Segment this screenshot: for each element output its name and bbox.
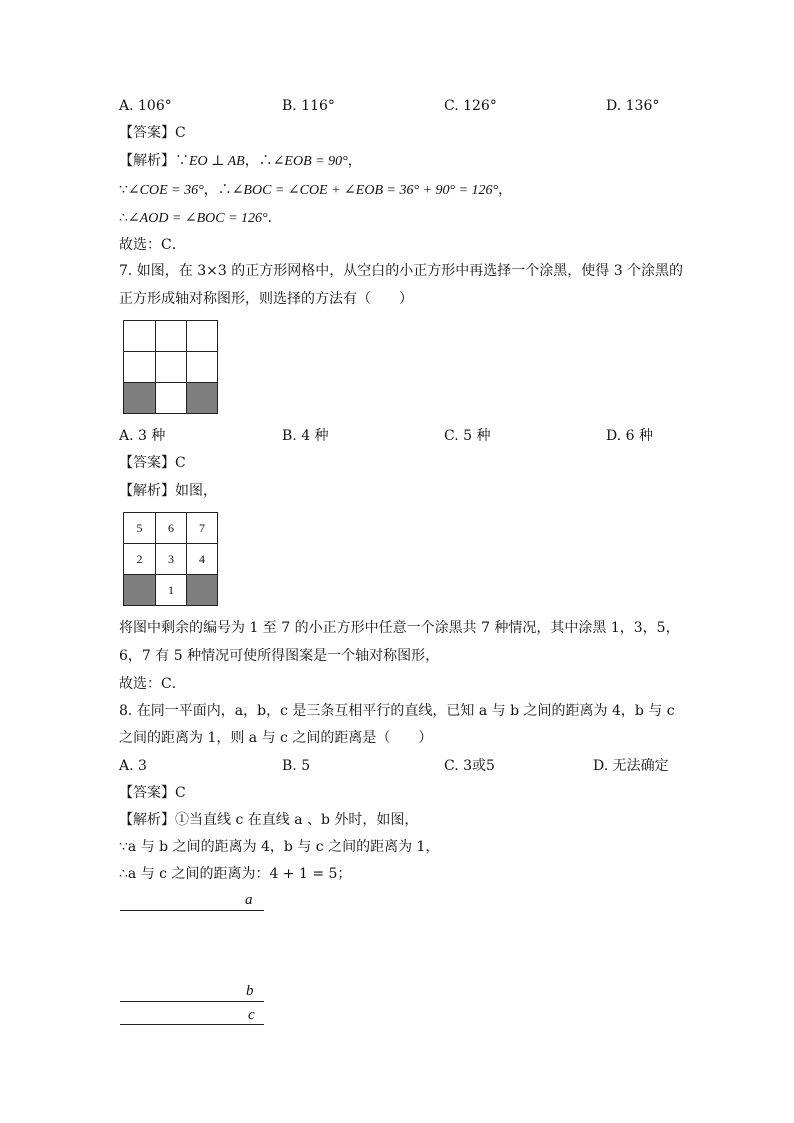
text: ． — [267, 210, 282, 226]
q6-conclusion: 故选：C． — [119, 237, 186, 253]
formula: EO ⊥ AB — [189, 154, 245, 169]
q8-option-b: B. 5 — [282, 758, 311, 774]
q7-option-b: B. 4 种 — [282, 428, 329, 444]
grid-cell-shaded — [187, 575, 218, 606]
q7-explain-line-1: 将图中剩余的编号为 1 至 7 的小正方形中任意一个涂黑共 7 种情况，其中涂黑 1，3，5， — [119, 620, 680, 636]
q6-analysis-line-2 — [119, 181, 512, 200]
q8-option-a: A. 3 — [119, 758, 147, 774]
grid-cell — [156, 321, 187, 352]
q7-stem-line-2: 正方形成轴对称图形，则选择的方法有（ ） — [119, 291, 413, 307]
q7-option-a: A. 3 种 — [119, 428, 166, 444]
q8-stem-line-1: 8. 在同一平面内，a，b，c 是三条互相平行的直线，已知 a 与 b 之间的距离为 4，b 与 c — [119, 703, 675, 719]
grid-cell-label: 4 — [187, 544, 218, 575]
q8-option-d: D. 无法确定 — [593, 758, 669, 774]
q6-option-a: A. 106° — [119, 98, 172, 114]
grid-cell-label: 7 — [187, 513, 218, 544]
q8-analysis-line-1: 【解析】①当直线 c 在直线 a 、b 外时，如图， — [119, 812, 419, 828]
grid-cell-label: 1 — [156, 575, 187, 606]
formula: ∠EOB = 90° — [272, 154, 348, 169]
line-c — [120, 1024, 264, 1025]
text: ∴ — [119, 210, 128, 226]
q7-stem-line-1: 7. 如图，在 3×3 的正方形网格中，从空白的小正方形中再选择一个涂黑，使得 3 个涂黑的 — [119, 263, 684, 279]
line-a — [120, 910, 264, 911]
line-a-label: a — [245, 892, 253, 908]
grid-cell-shaded — [187, 383, 218, 414]
q7-grid-figure — [123, 320, 218, 414]
q6-option-b: B. 116° — [282, 98, 335, 114]
grid-cell — [124, 352, 156, 383]
grid-cell-label: 6 — [156, 513, 187, 544]
text: ， — [347, 153, 362, 169]
text: ∵ — [119, 182, 128, 198]
q6-analysis-line-1 — [119, 152, 362, 171]
q8-analysis-line-2: ∵a 与 b 之间的距离为 4，b 与 c 之间的距离为 1， — [119, 839, 440, 855]
q8-option-c: C. 3或5 — [444, 758, 495, 774]
q6-answer: 【答案】C — [119, 125, 186, 141]
grid-cell — [156, 352, 187, 383]
q7-conclusion: 故选：C． — [119, 676, 186, 692]
q7-answer: 【答案】C — [119, 455, 186, 471]
q7-explain-line-2: 6，7 有 5 种情况可使所得图案是一个轴对称图形， — [119, 648, 440, 664]
formula: ∠COE = 36° — [127, 183, 204, 198]
grid-cell — [187, 352, 218, 383]
q6-analysis-line-3 — [119, 209, 282, 228]
grid-cell-label: 5 — [124, 513, 156, 544]
formula: ∠BOC = ∠COE + ∠EOB = 36° + 90° = 126° — [231, 183, 499, 198]
grid-cell — [124, 321, 156, 352]
line-b — [120, 1001, 264, 1002]
q8-stem-line-2: 之间的距离为 1，则 a 与 c 之间的距离是（ ） — [119, 730, 433, 746]
grid-cell-shaded — [124, 383, 156, 414]
formula: ∠AOD = ∠BOC = 126° — [127, 211, 268, 226]
q6-option-c: C. 126° — [444, 98, 497, 114]
text: ，∴ — [203, 182, 232, 198]
q8-answer: 【答案】C — [119, 785, 186, 801]
grid-cell — [187, 321, 218, 352]
q7-option-c: C. 5 种 — [444, 428, 491, 444]
q7-numbered-grid-figure — [123, 512, 218, 606]
q7-analysis-head: 【解析】如图， — [119, 483, 217, 499]
q6-option-d: D. 136° — [606, 98, 660, 114]
line-c-label: c — [248, 1007, 255, 1023]
grid-cell — [156, 383, 187, 414]
q7-option-d: D. 6 种 — [606, 428, 653, 444]
text: 【解析】∵ — [119, 153, 189, 169]
text: ，∴ — [244, 153, 273, 169]
q8-analysis-line-3: ∴a 与 c 之间的距离为：4 + 1 = 5； — [119, 866, 352, 882]
grid-cell-label: 3 — [156, 544, 187, 575]
line-b-label: b — [246, 983, 254, 999]
grid-cell-label: 2 — [124, 544, 156, 575]
text: ， — [498, 182, 513, 198]
grid-cell-shaded — [124, 575, 156, 606]
